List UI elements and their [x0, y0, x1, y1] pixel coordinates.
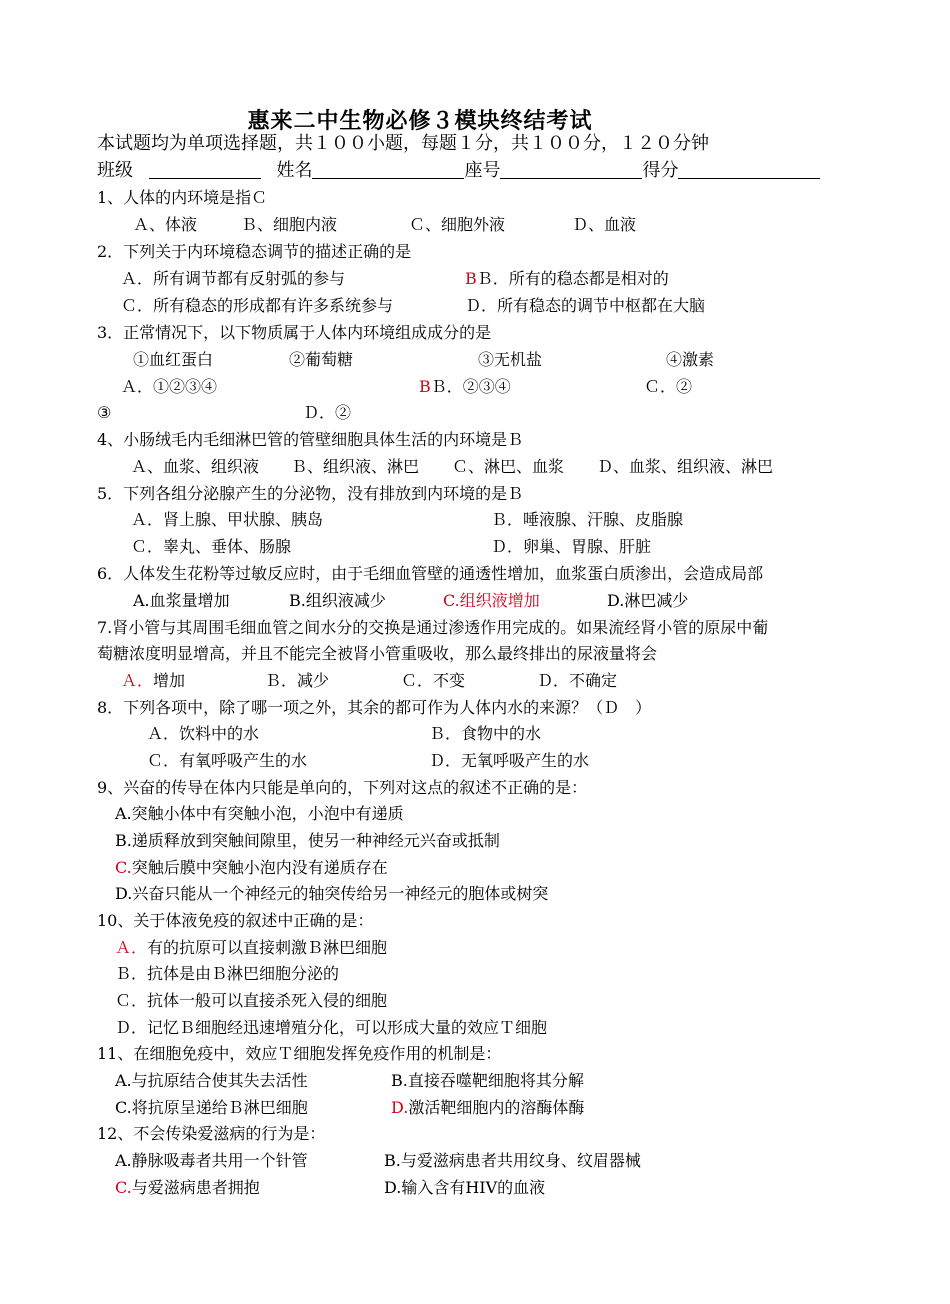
- exam-title: 惠来二中生物必修３模块终结考试: [247, 108, 593, 134]
- question-2-stem: 2．下列关于内环境稳态调节的描述正确的是: [97, 242, 412, 261]
- q1-option-a: Ａ、体液: [133, 215, 198, 234]
- q2-option-a: Ａ．所有调节都有反射弧的参与: [121, 269, 346, 288]
- q5-option-a: Ａ．肾上腺、甲状腺、胰岛: [131, 510, 324, 529]
- q1-option-d: Ｄ、血液: [572, 215, 637, 234]
- q1-option-b: Ｂ、细胞内液: [241, 215, 338, 234]
- question-4-stem: 4、小肠绒毛内毛细淋巴管的管壁细胞具体生活的内环境是Ｂ: [97, 430, 524, 449]
- question-9-stem: 9、兴奋的传导在体内只能是单向的，下列对这点的叙述不正确的是：: [97, 778, 588, 797]
- q7-option-d: Ｄ．不确定: [537, 671, 618, 690]
- score-blank: [678, 160, 820, 179]
- q3-option-c-cont: ③: [97, 403, 112, 422]
- question-12-stem: 12、不会传染爱滋病的行为是：: [97, 1124, 326, 1143]
- q10-option-a: Ａ．有的抗原可以直接刺激Ｂ淋巴细胞: [115, 938, 388, 957]
- q3-option-a: Ａ．①②③④: [121, 377, 218, 396]
- q8-option-d: Ｄ．无氧呼吸产生的水: [429, 751, 590, 770]
- name-label: 姓名: [276, 160, 313, 181]
- q12-answer-mark: C.: [115, 1178, 132, 1197]
- q7-answer-mark: Ａ．: [121, 671, 154, 690]
- q9-option-c: C.突触后膜中突触小泡内没有递质存在: [115, 858, 388, 877]
- q10-option-b: Ｂ．抗体是由Ｂ淋巴细胞分泌的: [115, 964, 340, 983]
- q3-option-c: Ｃ．②: [644, 377, 693, 396]
- q4-option-c: Ｃ、淋巴、血浆: [452, 457, 565, 476]
- q2-option-d: Ｄ．所有稳态的调节中枢都在大脑: [465, 296, 706, 315]
- q8-option-b: Ｂ．食物中的水: [429, 724, 542, 743]
- question-11-stem: 11、在细胞免疫中，效应Ｔ细胞发挥免疫作用的机制是：: [97, 1044, 502, 1063]
- name-blank: [312, 160, 464, 179]
- q4-option-b: Ｂ、组织液、淋巴: [291, 457, 420, 476]
- score-label: 得分: [642, 160, 679, 181]
- q11-option-d: D.激活靶细胞内的溶酶体酶: [391, 1098, 585, 1117]
- q3-item-2: ②葡萄糖: [289, 350, 354, 369]
- q10-option-d: Ｄ．记忆Ｂ细胞经迅速增殖分化，可以形成大量的效应Ｔ细胞: [115, 1018, 548, 1037]
- seat-blank: [500, 160, 642, 179]
- q6-option-c: C.组织液增加: [443, 591, 540, 610]
- q3-option-b: BＢ．②③④: [419, 377, 511, 396]
- q3-item-1: ①血红蛋白: [133, 350, 214, 369]
- q11-option-a: A.与抗原结合使其失去活性: [115, 1071, 308, 1090]
- q10-answer-mark: Ａ．: [115, 938, 148, 957]
- exam-instructions: 本试题均为单项选择题，共１００小题，每题１分，共１００分，１２０分钟: [97, 133, 709, 154]
- q6-option-d: D.淋巴减少: [607, 591, 689, 610]
- q8-option-a: Ａ．饮料中的水: [147, 724, 260, 743]
- q6-option-a: A.血浆量增加: [133, 591, 230, 610]
- q5-option-c: Ｃ．睾丸、垂体、肠腺: [131, 537, 292, 556]
- q2-option-b: BＢ．所有的稳态都是相对的: [465, 269, 669, 288]
- q7-option-c: Ｃ．不变: [401, 671, 466, 690]
- question-1-stem: 1、人体的内环境是指Ｃ: [97, 188, 268, 207]
- class-blank: [149, 160, 261, 179]
- question-10-stem: 10、关于体液免疫的叙述中正确的是：: [97, 911, 374, 930]
- q3-item-3: ③无机盐: [478, 350, 543, 369]
- class-label: 班级: [97, 160, 133, 181]
- q12-option-d: D.输入含有HIV的血液: [384, 1178, 546, 1197]
- q4-option-a: Ａ、血浆、组织液: [131, 457, 260, 476]
- q6-option-b: B.组织液减少: [289, 591, 386, 610]
- q11-option-b: B.直接吞噬靶细胞将其分解: [391, 1071, 584, 1090]
- q11-option-c: C.将抗原呈递给Ｂ淋巴细胞: [115, 1098, 308, 1117]
- question-3-stem: 3．正常情况下，以下物质属于人体内环境组成成分的是: [97, 323, 492, 342]
- q4-option-d: Ｄ、血浆、组织液、淋巴: [597, 457, 774, 476]
- question-8-stem: 8．下列各项中，除了哪一项之外，其余的都可作为人体内水的来源？（Ｄ ）: [97, 698, 652, 717]
- q3-item-4: ④激素: [666, 350, 715, 369]
- q12-option-a: A.静脉吸毒者共用一个针管: [115, 1151, 308, 1170]
- q5-option-d: Ｄ．卵巢、胃腺、肝脏: [491, 537, 652, 556]
- q3-answer-mark: B: [419, 377, 431, 396]
- seat-label: 座号: [464, 160, 501, 181]
- q9-option-b: B.递质释放到突触间隙里，使另一种神经元兴奋或抵制: [115, 831, 500, 850]
- question-7-stem-cont: 萄糖浓度明显增高，并且不能完全被肾小管重吸收，那么最终排出的尿液量将会: [97, 644, 658, 663]
- question-5-stem: 5．下列各组分泌腺产生的分泌物，没有排放到内环境的是Ｂ: [97, 484, 524, 503]
- q3-option-d: Ｄ．②: [303, 403, 352, 422]
- q7-option-a: Ａ．增加: [121, 671, 186, 690]
- q12-option-b: B.与爱滋病患者共用纹身、纹眉器械: [384, 1151, 641, 1170]
- q5-option-b: Ｂ．唾液腺、汗腺、皮脂腺: [491, 510, 684, 529]
- q8-option-c: Ｃ．有氧呼吸产生的水: [147, 751, 308, 770]
- student-info-row: [97, 160, 820, 182]
- q9-answer-mark: C.: [115, 858, 132, 877]
- q2-option-c: Ｃ．所有稳态的形成都有许多系统参与: [121, 296, 394, 315]
- q9-option-a: A.突触小体中有突触小泡，小泡中有递质: [115, 804, 404, 823]
- question-7-stem: 7.肾小管与其周围毛细血管之间水分的交换是通过渗透作用完成的。如果流经肾小管的原尿中葡: [97, 618, 769, 637]
- question-6-stem: 6．人体发生花粉等过敏反应时，由于毛细血管壁的通透性增加，血浆蛋白质渗出，会造成局部: [97, 564, 764, 583]
- q1-option-c: Ｃ、细胞外液: [409, 215, 506, 234]
- q9-option-d: D.兴奋只能从一个神经元的轴突传给另一神经元的胞体或树突: [115, 884, 549, 903]
- q10-option-c: Ｃ．抗体一般可以直接杀死入侵的细胞: [115, 991, 388, 1010]
- q2-answer-mark: B: [465, 269, 477, 288]
- q12-option-c: C.与爱滋病患者拥抱: [115, 1178, 260, 1197]
- q7-option-b: Ｂ．减少: [265, 671, 330, 690]
- q11-answer-mark: D.: [391, 1098, 409, 1117]
